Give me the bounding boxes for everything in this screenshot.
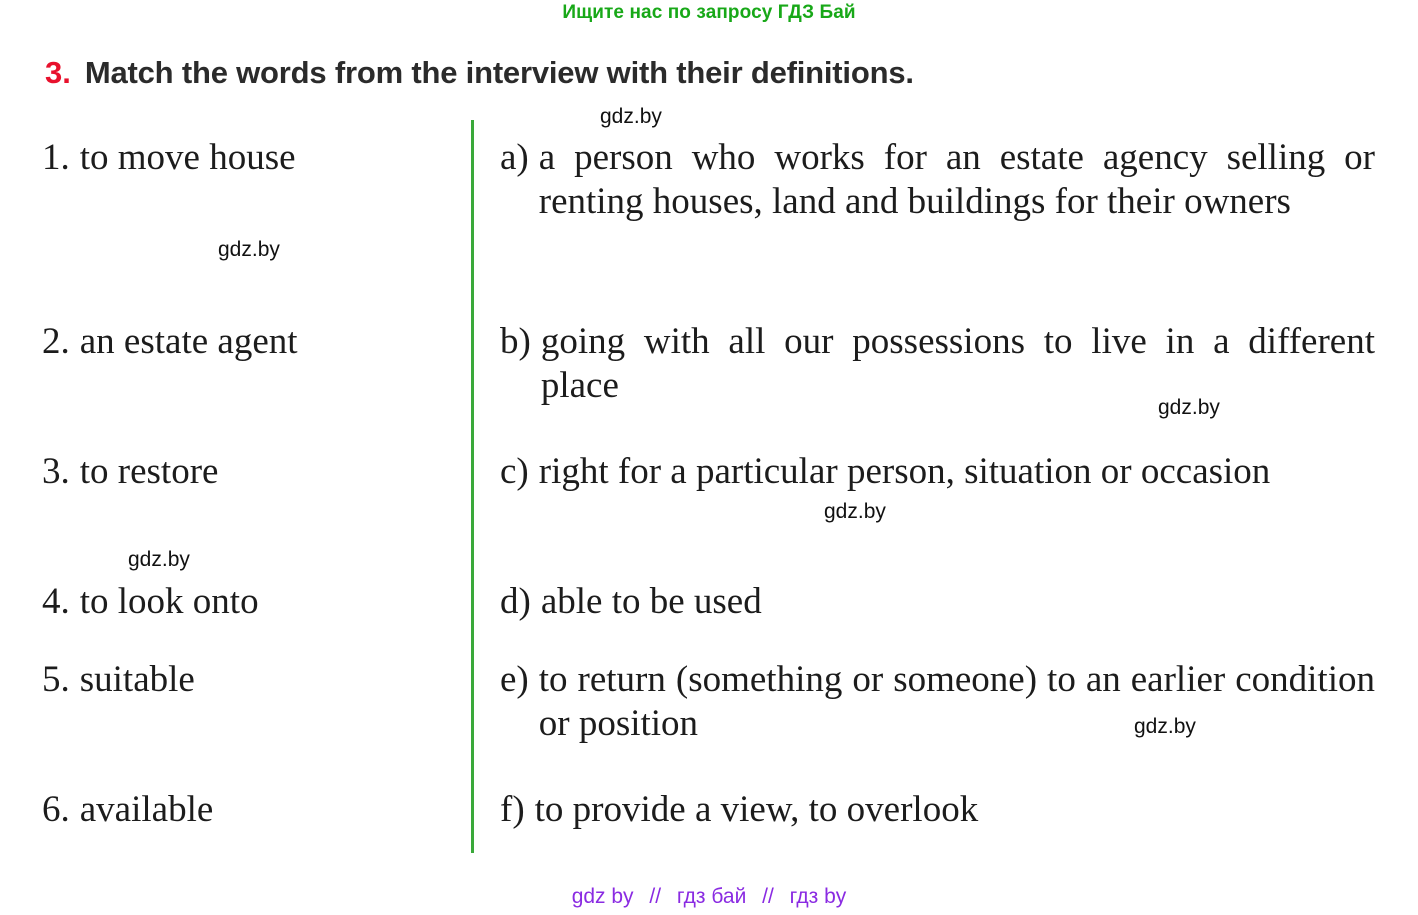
- list-item-marker: 1.: [42, 137, 70, 178]
- watermark: gdz.by: [1158, 396, 1220, 419]
- list-item-text: suitable: [79, 659, 195, 700]
- list-item: [42, 450, 452, 494]
- footer: [0, 885, 1418, 909]
- list-item: [500, 136, 1375, 223]
- footer-separator-1: //: [649, 885, 662, 908]
- footer-separator-2: //: [762, 885, 774, 908]
- watermark: gdz.by: [600, 105, 662, 128]
- column-divider: [471, 120, 474, 853]
- list-item: [42, 658, 452, 702]
- watermark: gdz.by: [824, 500, 886, 523]
- list-item: [500, 450, 1375, 494]
- list-item-marker: f): [500, 789, 525, 830]
- footer-item-2: гдз бай: [676, 885, 747, 908]
- footer-item-1: gdz by: [571, 885, 634, 908]
- list-item-text: to restore: [79, 451, 219, 492]
- list-item-text: an estate agent: [79, 321, 298, 362]
- list-item-text: available: [79, 789, 214, 830]
- list-item-marker: c): [500, 451, 529, 492]
- list-item-marker: 4.: [42, 581, 70, 622]
- list-item-text: to return (something or someone) to an earlier condition or position: [538, 659, 1375, 744]
- list-item-text: going with all our possessions to live in a different place: [540, 321, 1375, 406]
- list-item: [42, 320, 452, 364]
- list-item: [500, 580, 1375, 624]
- list-item-text: a person who works for an estate agency selling or renting houses, land and buildings for their owners: [538, 137, 1375, 222]
- list-item-marker: 6.: [42, 789, 70, 830]
- list-item-marker: 2.: [42, 321, 70, 362]
- list-item: [42, 580, 452, 624]
- list-item-text: right for a particular person, situation or occasion: [538, 451, 1271, 492]
- list-item-text: to look onto: [79, 581, 259, 622]
- watermark: gdz.by: [218, 238, 280, 261]
- exercise-number: 3.: [45, 55, 71, 90]
- exercise-title: Match the words from the interview with their definitions.: [84, 55, 914, 90]
- list-item: [42, 136, 452, 180]
- list-item: [500, 658, 1375, 745]
- top-banner-text: Ищите нас по запросу ГДЗ Бай: [562, 2, 856, 23]
- list-item-marker: e): [500, 659, 529, 700]
- exercise-heading: [45, 55, 914, 91]
- footer-item-3: гдз by: [789, 885, 847, 908]
- list-item-text: to provide a view, to overlook: [534, 789, 979, 830]
- list-item-marker: b): [500, 321, 531, 362]
- list-item-text: to move house: [79, 137, 296, 178]
- list-item-marker: 5.: [42, 659, 70, 700]
- watermark: gdz.by: [128, 548, 190, 571]
- list-item-marker: 3.: [42, 451, 70, 492]
- list-item-text: able to be used: [540, 581, 762, 622]
- list-item: [500, 320, 1375, 407]
- list-item-marker: a): [500, 137, 529, 178]
- list-item-marker: d): [500, 581, 531, 622]
- list-item: [42, 788, 452, 832]
- watermark: gdz.by: [1134, 715, 1196, 738]
- list-item: [500, 788, 1375, 832]
